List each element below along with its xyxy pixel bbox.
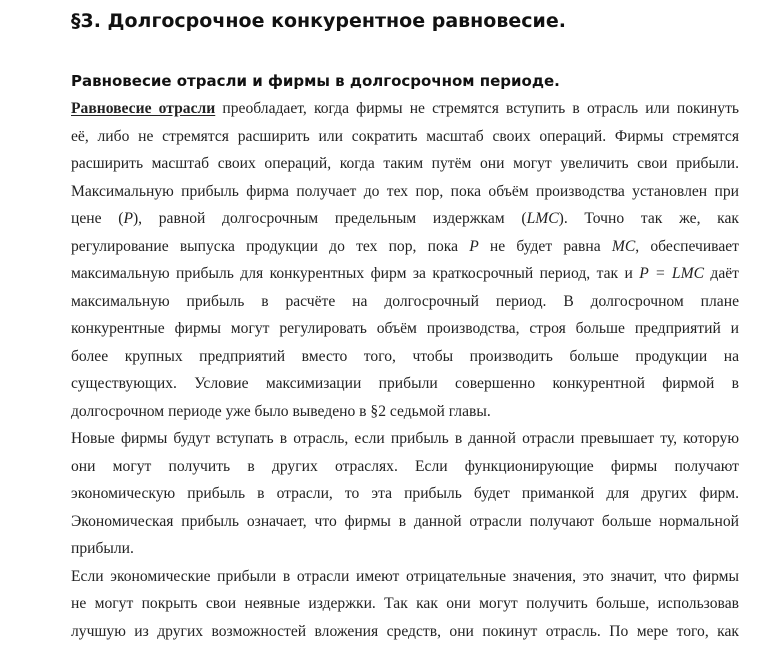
text-line: не могут покрыть свои неявные издержки. Так как они могут получить больше, использовав [71,595,739,612]
text-line [71,95,739,123]
math-symbol: LMC [526,210,559,227]
math-symbol: P = LMC [639,265,704,282]
text-line: Экономическая прибыль означает, что фирмы в данной отрасли получают больше нормальной [71,512,739,530]
line-text: ). Точно так же, как [558,210,739,227]
subsection-title: Равновесие отрасли и фирмы в долгосрочном периоде. [71,72,560,90]
text-line: её, либо не стремятся расширить или сократить масштаб своих операций. Фирмы стремятся [71,127,739,145]
text-line: расширить масштаб своих операций, когда таким путём они могут увеличить свои прибыли. [71,155,739,172]
line-text: цене ( [71,210,124,227]
section-title: §3. Долгосрочное конкурентное равновесие. [71,10,566,32]
body-text [71,95,739,645]
text-line: максимальную прибыль в расчёте на долгосрочный период. В долгосрочном плане [71,292,739,310]
math-symbol: MC [611,237,636,255]
text-line [71,205,739,233]
text-line: более крупных предприятий вместо того, чтобы производить больше продукции на [71,347,739,365]
line-text: регулирование выпуска продукции до тех пор, пока [71,237,470,255]
paragraph [71,563,739,646]
text-line: они могут получить в других отраслях. Если функционирующие фирмы получают [71,457,739,475]
math-symbol: P [469,237,479,255]
paragraph [71,95,739,425]
text-line: лучшую из других возможностей вложения средств, они покинут отрасль. По мере того, как [71,622,739,640]
text-line [71,260,739,288]
text-line: долгосрочном периоде уже было выведено в §2 седьмой главы. [71,402,491,420]
paragraph [71,425,739,563]
text-line: прибыли. [71,540,134,557]
line-text: ), равной долгосрочным предельным издержкам ( [132,210,527,227]
text-line: Если экономические прибыли в отрасли имеют отрицательные значения, это значит, что фирмы [71,567,739,585]
line-text: не будет равна [478,237,612,255]
math-symbol: P [123,210,133,227]
defined-term: Равновесие отрасли [71,100,216,117]
line-text: преобладает, когда фирмы не стремятся вступить в отрасль или покинуть [215,100,739,117]
text-line: Максимальную прибыль фирма получает до тех пор, пока объём производства установлен при [71,182,739,200]
text-line: Новые фирмы будут вступать в отрасль, если прибыль в данной отрасли превышает ту, которую [71,430,739,447]
text-line [71,233,739,261]
line-text: даёт [703,265,739,282]
text-line: экономическую прибыль в отрасли, то эта прибыль будет приманкой для других фирм. [71,485,739,502]
line-text: максимальную прибыль для конкурентных фирм за краткосрочный период, так и [71,265,640,282]
line-text: , обеспечивает [635,237,739,255]
text-line: конкурентные фирмы могут регулировать объём производства, строя больше предприятий и [71,320,739,337]
text-line: существующих. Условие максимизации прибыли совершенно конкурентной фирмой в [71,375,739,392]
